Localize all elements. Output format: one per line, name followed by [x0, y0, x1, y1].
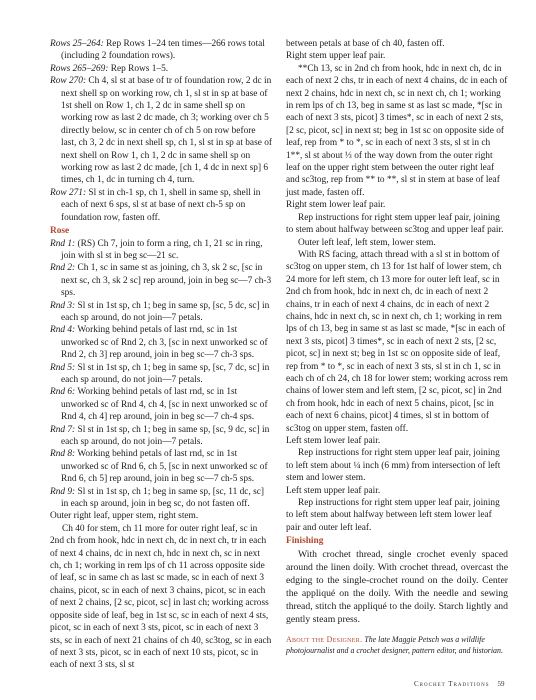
about-designer-label: About the Designer. [286, 635, 363, 645]
pattern-rows [50, 38, 272, 224]
rose-round-text: Working behind petals of last rnd, sc in 1st unworked sc of Rnd 6, ch 5, [sc in next unworked sc of Rnd 6, ch 5] rep around, join in beg sc—7 ch-5 sps. [61, 449, 268, 485]
page-number: 59 [497, 680, 505, 688]
right-column [286, 38, 508, 656]
rose-heading: Rose [50, 226, 70, 237]
leaf-instructions [50, 510, 272, 671]
instruction-paragraph: **Ch 13, sc in 2nd ch from hook, hdc in next ch, dc in each of next 2 chs, tr in each of next 4 chains, dc in each of next 2 chains, hdc in next ch, sc in next ch, ch 1; working in rem lps of ch 13, beg in same st as last sc made, *[sc in each of next 3 sts, picot] 3 times*, sc in each of next 2 sts, [2 sc, picot, sc] in next st; beg in 1st sc on opposite side of leaf, rep from * to *, sc in each of next 3 sts, sl st in ch 1**, sl st about ⅓ of the way down from the outer right leaf on the upper right stem between the outer right leaf and sc3tog, rep from ** to **, sl st in stem at base of leaf just made, fasten off. [286, 63, 508, 198]
pattern-row [50, 38, 272, 63]
rose-round-label: Rnd 9: [50, 486, 76, 497]
pattern-row [50, 63, 272, 75]
rose-round-text: Sl st in 1st sp, ch 1; beg in same sp, [sc, 9 dc, sc] in each sp around, do not join—7 petals. [61, 424, 270, 447]
left-column [50, 38, 272, 672]
instruction-paragraph: Left stem lower leaf pair. [286, 436, 381, 446]
rose-round [50, 386, 272, 423]
instruction-paragraph: Right stem upper leaf pair. [286, 51, 386, 62]
rose-round-text: Sl st in 1st sp, ch 1; beg in same sp, [sc, 11 dc, sc] in each sp around, join in beg sc, do not fasten off. [61, 486, 265, 510]
rose-round-label: Rnd 4: [50, 325, 76, 336]
pattern-row-label: Row 270: [50, 76, 87, 87]
finishing-text: With crochet thread, single crochet evenly spaced around the linen doily. With crochet thread, overcast the edging to the single-crochet round on the doily. Center the appliqué on the doily. With the needle and sewing thread, stitch the appliqué to the doily. Starch lightly and gently steam press. [286, 548, 508, 626]
instruction-paragraph: Rep instructions for right stem upper leaf pair, joining to left stem about ¼ inch (6 mm) from intersection of left stem and lower stem. [286, 448, 501, 484]
instruction-paragraph: Outer left leaf, left stem, lower stem. [298, 237, 436, 248]
rose-round-text: Working behind petals of last rnd, sc in 1st unworked sc of Rnd 2, ch 3, [sc in next unworked sc of Rnd 2, ch 3] rep around, join in beg sc—7 ch-3 sps. [61, 325, 268, 361]
instruction-paragraph: Right stem lower leaf pair. [286, 200, 386, 211]
instruction-paragraph: With RS facing, attach thread with a sl st in bottom of sc3tog on upper stem, ch 13 for 1st half of lower stem, ch 24 more for left stem, ch 13 more for outer left leaf, sc in 2nd ch from hook, hdc in next ch, dc in each of next 2 chains, tr in each of next 4 chains, dc in each of next 2 chains, hdc in next ch, sc in next ch, ch 1; working in rem lps of ch 13, beg in same st as last sc made, *[sc in each of next 3 sts, picot] 3 times*, sc in each of next 2 sts, [2 sc, picot, sc] in next st; beg in 1st sc on opposite side of leaf, rep from * to *, sc in each of next 3 sts, sl st in ch 1, sc in each ch of ch 24, ch 18 for lower stem; working across rem chains of lower stem and left stem, [2 sc, picot, sc] in 2nd ch from hook, hdc in each of next 5 chains, picot, [sc in each of next 6 chains, picot] 4 times, sl st in bottom of sc3tog on upper stem, fasten off. [286, 249, 508, 434]
rose-round [50, 424, 272, 449]
pattern-row-text: Sl st in ch-1 sp, ch 1, shell in same sp, shell in each of next 6 sps, sl st at base of next ch-5 sp on foundation row, fasten off. [61, 187, 261, 223]
rose-round-label: Rnd 5: [50, 362, 76, 373]
about-designer [286, 634, 508, 656]
page-footer [414, 680, 514, 688]
pattern-row-text: Rep Rows 1–24 ten times—266 rows total (including 2 foundation rows). [61, 39, 265, 62]
rose-round-label: Rnd 7: [50, 424, 76, 435]
rose-round-text: Sl st in 1st sp, ch 1; beg in same sp, [sc, 5 dc, sc] in each sp around, do not join—7 petals. [61, 300, 270, 323]
footer-title: Crochet Traditions [414, 680, 490, 688]
pattern-row-label: Row 271: [50, 187, 87, 198]
rose-round [50, 262, 272, 299]
rose-round [50, 324, 272, 361]
instruction-paragraph: Rep instructions for right stem upper leaf pair, joining to stem about halfway between sc3tog and upper leaf pair. [286, 212, 504, 236]
pattern-row-text: Rep Rows 1–5. [108, 63, 169, 74]
instruction-paragraph: Outer right leaf, upper stem, right stem. [50, 511, 199, 522]
instruction-paragraph: Rep instructions for right stem upper leaf pair, joining to left stem about halfway between left stem lower leaf pair and outer left leaf. [286, 498, 500, 533]
pattern-row [50, 75, 272, 187]
pattern-row [50, 187, 272, 224]
rose-round-text: (RS) Ch 7, join to form a ring, ch 1, 21 sc in ring, join with sl st in beg sc—21 sc. [61, 238, 263, 261]
rose-round-text: Working behind petals of last rnd, sc in 1st unworked sc of Rnd 4, ch 4, [sc in next unworked sc of Rnd 4, ch 4] rep around, join in beg sc—7 ch-4 sps. [61, 387, 268, 423]
pattern-row-label: Rows 265–269: [50, 63, 109, 74]
rose-round [50, 486, 272, 511]
rose-round [50, 238, 272, 263]
instruction-paragraph: Left stem upper leaf pair. [286, 485, 381, 496]
about-designer-text: The late Maggie Petsch was a wildlife photojournalist and a crochet designer, pattern editor, and historian. [286, 635, 503, 656]
rose-rounds [50, 238, 272, 511]
rose-round-label: Rnd 3: [50, 300, 76, 311]
pattern-row-text: Ch 4, sl st at base of tr of foundation row, 2 dc in next shell sp on working row, ch 1, sl st in sp at base of 1st shell on Row 1, ch 1, 2 dc in same shell sp on working row as last 2 dc made, ch 3; working over ch 5 directly below, sc in center ch of ch 5 on row before last, ch 3, 2 dc in next shell sp, ch 1, sl st in sp at base of next shell on Row 1, ch 1, 2 dc in same shell sp on working row as last 2 dc made, [ch 1, 4 dc in next sp] 6 times, ch 1, dc in turning ch 4, turn. [61, 76, 272, 186]
rose-round-label: Rnd 2: [50, 263, 76, 274]
finishing-heading: Finishing [286, 536, 324, 547]
rose-round [50, 300, 272, 325]
rose-round-text: Ch 1, sc in same st as joining, ch 3, sk 2 sc, [sc in next sc, ch 3, sk 2 sc] rep around, join in beg sc—7 ch-3 sps. [61, 263, 272, 299]
instruction-paragraph: between petals at base of ch 40, fasten off. [286, 39, 445, 49]
rose-round-label: Rnd 8: [50, 449, 76, 460]
rose-round [50, 362, 272, 387]
rose-round-text: Sl st in 1st sp, ch 1; beg in same sp, [sc, 7 dc, sc] in each sp around, do not join—7 petals. [61, 362, 270, 385]
rose-round [50, 448, 272, 485]
instruction-paragraph: Ch 40 for stem, ch 11 more for outer right leaf, sc in 2nd ch from hook, hdc in next ch, dc in next ch, tr in each of next 4 chains, dc in next ch, hdc in next ch, sc in next ch, ch 1; working in rem lps of ch 11 across opposite side of leaf, sc in same ch as last sc made, sc in each of next 3 chains, picot, sc in each of next 3 chains, picot, sc in each of next 2 chains, [2 sc, picot, sc] in last ch; working across opposite side of leaf, beg in 1st sc, sc in each of next 4 sts, picot, sc in each of next 3 sts, picot, sc in each of next 3 sts, sc in each of next 21 chains of ch 40, sc3tog, sc in each of next 3 sts, picot, sc in each of next 10 sts, picot, sc in each of next 3 sts, sl st [50, 523, 272, 671]
rose-round-label: Rnd 6: [50, 387, 76, 398]
pattern-row-label: Rows 25–264: [50, 39, 104, 49]
leaf-instructions-continued [286, 38, 508, 534]
rose-round-label: Rnd 1: [50, 238, 76, 249]
